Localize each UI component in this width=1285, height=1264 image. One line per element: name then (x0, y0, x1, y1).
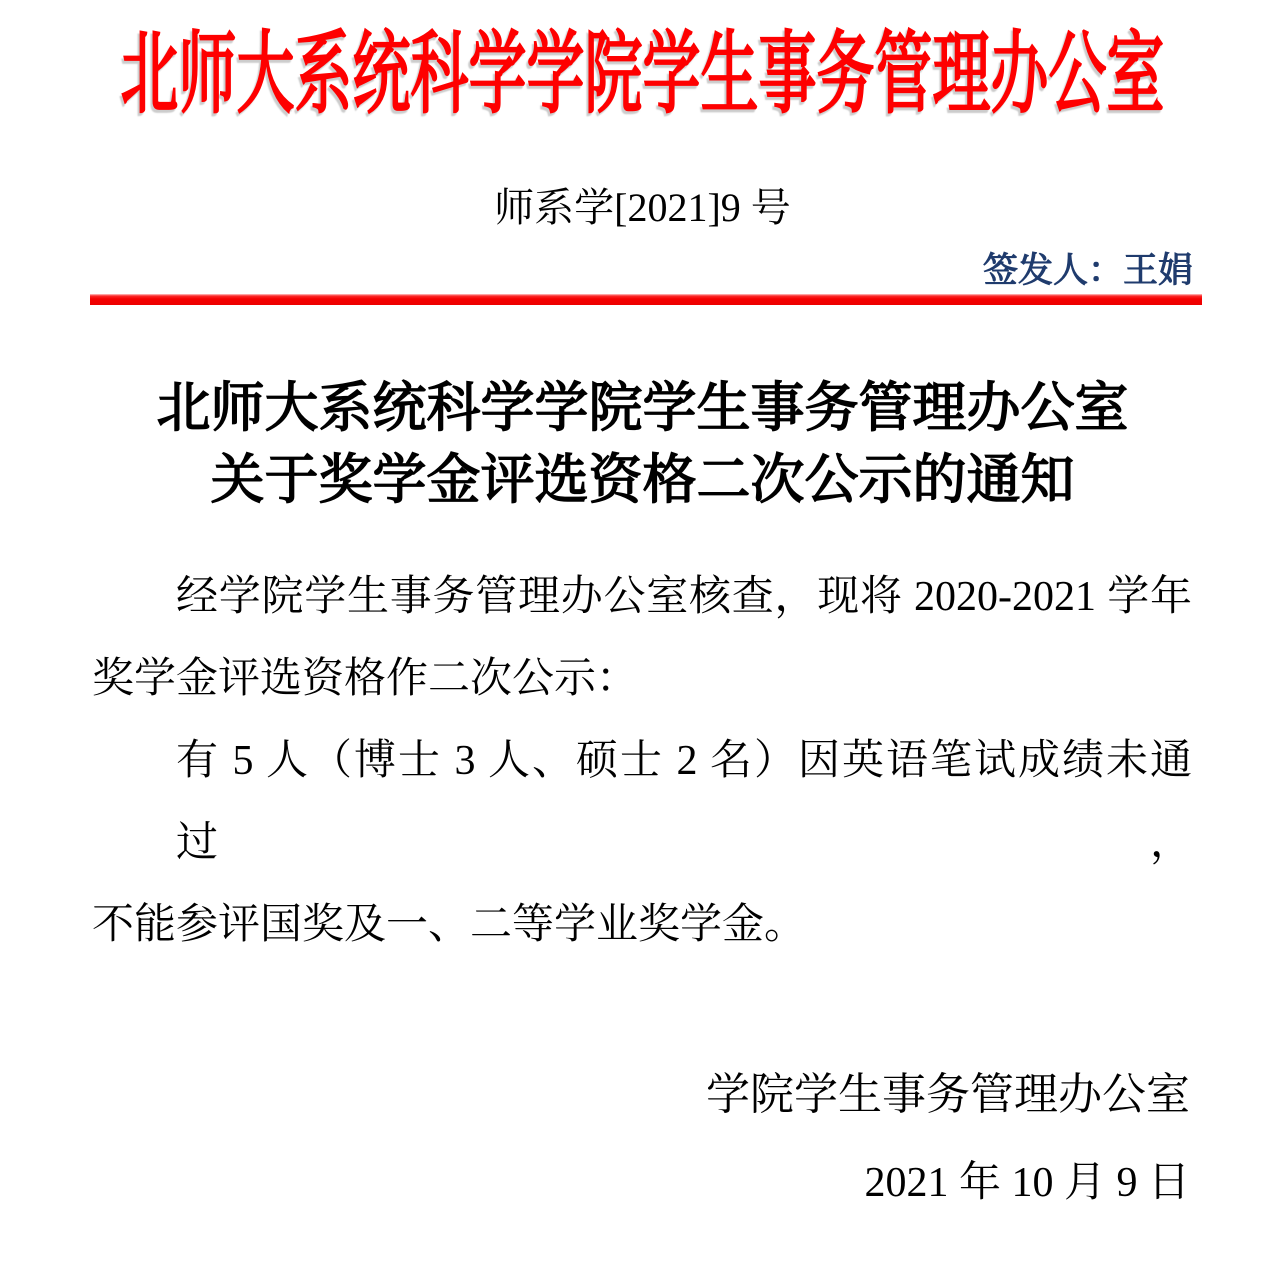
signature-date: 2021 年 10 月 9 日 (864, 1160, 1190, 1206)
red-separator-line (90, 294, 1202, 305)
paragraph-1-line-1: 经学院学生事务管理办公室核查，现将 2020-2021 学年 (176, 574, 1192, 620)
document-title-line-2: 关于奖学金评选资格二次公示的通知 (210, 450, 1075, 510)
document-title (0, 372, 1285, 516)
document-number: 师系学[2021]9 号 (494, 185, 791, 230)
signature-office-name: 学院学生事务管理办公室 (706, 1070, 1190, 1119)
signature-block (706, 1070, 1190, 1208)
letterhead-title: 北师大系统科学学院学生事务管理办公室 (120, 23, 1165, 125)
document-body (92, 556, 1192, 966)
issuer-name: 签发人：王娟 (982, 251, 1193, 290)
paragraph-2-line-2: 不能参评国奖及一、二等学业奖学金。 (92, 902, 807, 948)
document-title-line-1: 北师大系统科学学院学生事务管理办公室 (156, 378, 1129, 438)
letterhead (0, 23, 1285, 125)
paragraph-1-line-2: 奖学金评选资格作二次公示： (92, 656, 639, 702)
paragraph-2-line-1: 有 5 人（博士 3 人、硕士 2 名）因英语笔试成绩未通过， (176, 738, 1192, 866)
